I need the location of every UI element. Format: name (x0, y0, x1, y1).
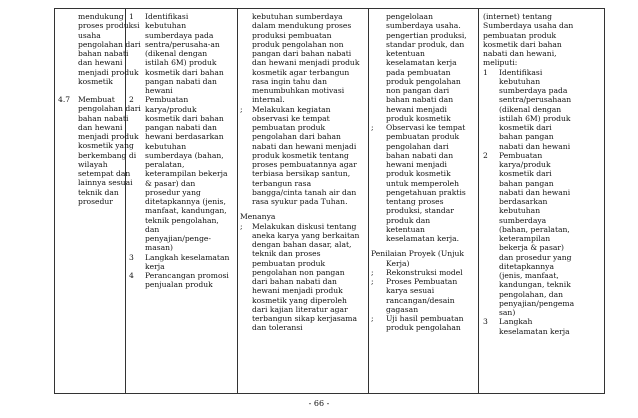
text-line: produk kosmetik tentang (252, 150, 349, 160)
text-line: hewani menjadi produk (252, 286, 343, 296)
text-line: teknik pengolahan, (145, 215, 219, 225)
text-line: prosedur (78, 196, 113, 206)
text-line: hewani (145, 86, 173, 95)
list-number: 3 (483, 317, 488, 327)
material-cell (126, 9, 238, 394)
text-line: teknik dan (78, 187, 119, 197)
section-heading-penilaian: Penilaian Proyek (Unjuk (371, 249, 465, 259)
text-line: Rekonstruksi model (386, 267, 463, 277)
text-line: sentra/perusahaan (499, 95, 572, 105)
text-line: pengolahan dari (78, 39, 141, 49)
text-line: wilayah (78, 159, 108, 169)
text-line: berkembang di (78, 150, 137, 160)
list-item (129, 12, 234, 95)
text-line: pengolahan dari (386, 141, 449, 151)
list-item (371, 314, 475, 333)
text-line: tentang proses (386, 197, 444, 206)
competency-cell (55, 9, 141, 394)
text-line: penjualan produk (145, 280, 213, 290)
text-line: pangan dari bahan nabati (252, 49, 352, 58)
text-line: sentra/perusaha-an (145, 39, 220, 49)
text-line: istilah 6M) produk (499, 113, 571, 123)
list-marker (129, 95, 145, 104)
text-line: Proses Pembuatan (386, 277, 458, 286)
text-line: & pasar) dan (145, 178, 196, 188)
text-line: sumberdaya (bahan, (145, 150, 224, 160)
text-line: pengolahan dari bahan (252, 132, 341, 142)
text-line: hewani berdasarkan (145, 132, 224, 142)
list-item (483, 151, 601, 318)
text-line: prosedur yang (145, 187, 201, 197)
text-line: usaha (78, 30, 101, 40)
bullet-symbol: ; (371, 267, 374, 277)
text-line: untuk memperoleh (386, 178, 460, 188)
text-line: dengan bahan dasar, alat, (252, 240, 352, 249)
text-line: standar produk, dan (386, 39, 465, 49)
text-line: produksi, standar (386, 206, 454, 216)
text-line: kebutuhan (499, 206, 541, 216)
text-line: produk kosmetik (386, 169, 451, 179)
text-line: rasa syukur pada Tuhan. (252, 197, 348, 206)
list-number: 2 (129, 95, 134, 105)
text-line: sumberdaya pada (145, 30, 214, 40)
text-line: internal. (252, 95, 285, 105)
text-line: bangga/cinta tanah air dan (252, 187, 357, 197)
text-line: keterampilan (499, 234, 551, 243)
text-line: ketentuan (386, 224, 425, 234)
text-line: dan hewani (78, 122, 123, 132)
text-line: keselamatan kerja (386, 58, 457, 68)
text-line: Uji hasil pembuatan (386, 314, 464, 323)
text-line: Observasi ke tempat (386, 123, 466, 132)
text-line: kosmetik dari (499, 123, 552, 132)
text-line: pangan nabati dan (145, 123, 217, 132)
text-line: dan toleransi (252, 323, 303, 333)
text-line: keselamatan kerja (499, 326, 570, 336)
list-item (129, 253, 234, 272)
text-line: teknik dan proses (252, 249, 321, 259)
text-line: kerja (145, 261, 165, 271)
text-line: Sumberdaya usaha dan (483, 21, 574, 31)
text-line: Melakukan diskusi tentang (252, 221, 357, 231)
text-line: non pangan dari (386, 86, 450, 95)
text-line: produk pengolahan (386, 323, 461, 333)
text-line: pengetahuan praktis (386, 187, 466, 197)
text-line: kosmetik dari bahan (145, 113, 224, 123)
text-line: Pembuatan (145, 95, 189, 105)
text-line: bekerja & pasar) (499, 243, 564, 253)
text-line: hewani menjadi (386, 104, 447, 114)
text-line: rancangan/desain (386, 295, 455, 305)
text-line: meliputi: (483, 58, 518, 68)
text-line: terbangun rasa (252, 178, 312, 188)
text-line: kebutuhan sumberdaya (252, 12, 343, 21)
text-line: kosmetik (78, 76, 113, 86)
text-line: pengelolaan (386, 12, 433, 21)
text-line: dan hewani menjadi produk (252, 58, 360, 68)
text-line: dan (145, 224, 160, 234)
text-line: masan) (145, 243, 174, 253)
text-line: produk dan (386, 215, 431, 225)
list-item (129, 271, 234, 290)
list-item (129, 95, 234, 252)
list-marker (483, 151, 499, 160)
text-line: kosmetik dari bahan (483, 39, 562, 49)
text-line: sumberdaya (499, 215, 547, 225)
bullet-symbol: ; (371, 314, 374, 323)
text-line: produksi pembuatan (252, 30, 332, 40)
text-line: nabati dan hewani (499, 141, 571, 151)
text-line: dan hewani (78, 58, 123, 68)
text-line: istilah 6M) produk (145, 58, 217, 68)
text-line: sumberdaya pada (499, 86, 568, 95)
text-line: peralatan, (145, 160, 185, 169)
text-line: manfaat, kandungan, (145, 206, 227, 216)
text-line: sumberdaya usaha. (386, 21, 461, 31)
bullet-symbol: ; (371, 123, 374, 132)
list-item (371, 268, 475, 277)
text-line: dalam mendukung proses (252, 21, 352, 31)
text-line: kandungan, teknik (499, 280, 571, 290)
bullet-symbol: ; (240, 221, 243, 231)
text-line: kebutuhan (145, 141, 187, 151)
text-line: Identifikasi (499, 67, 543, 77)
text-line: dan prosedur yang (499, 252, 572, 262)
text-line: lainnya sesuai (78, 178, 133, 188)
text-line: pengolahan dari (78, 104, 141, 114)
page-number: - 66 - (308, 399, 330, 408)
list-marker (129, 12, 145, 21)
text-line: dari kajian literatur agar (252, 304, 348, 314)
list-number: 1 (483, 67, 488, 77)
text-line: pada pembuatan (386, 67, 451, 77)
text-line: san) (499, 308, 516, 317)
text-line: produk kosmetik (386, 113, 451, 123)
text-line: ditetapkannya (499, 261, 555, 271)
text-line: nabati dan hewani menjadi (252, 141, 357, 151)
text-line: pembuatan produk (252, 258, 326, 268)
text-line: penyajian/pengema (499, 298, 575, 308)
text-line: hewani menjadi (386, 160, 447, 169)
list-item (371, 277, 475, 314)
text-line: proses pembuatannya agar (252, 160, 357, 169)
list-item (483, 317, 601, 336)
text-line: bahan nabati (78, 113, 129, 123)
bullet-symbol: ; (371, 277, 374, 286)
text-line: dari bahan nabati dan (252, 277, 337, 286)
syllabus-table (54, 8, 605, 394)
list-number: 1 (129, 12, 134, 21)
text-line: karya sesuai (386, 286, 435, 296)
text-line: pembuatan produk (252, 123, 326, 132)
text-line: kosmetik agar terbangun (252, 67, 350, 77)
text-line: proses produksi (78, 21, 140, 31)
text-line: menjadi produk (78, 67, 139, 77)
text-line: penyajian/penge- (145, 234, 211, 243)
text-line: rasa ingin tahu dan (252, 76, 327, 86)
competency-number: 4.7 (58, 95, 71, 104)
text-line: keselamatan kerja. (386, 234, 460, 243)
text-line: gagasan (386, 304, 419, 314)
text-line: aneka karya yang berkaitan (252, 230, 360, 240)
text-line: Langkah keselamatan (145, 252, 230, 262)
list-item (483, 68, 601, 151)
text-line: (dikenal dengan (499, 104, 562, 114)
text-line: pengertian produksi, (386, 30, 467, 40)
bullet-symbol: ; (240, 104, 243, 114)
text-line: keterampilan bekerja (145, 169, 228, 179)
text-line: mendukung (78, 12, 124, 21)
text-line: pembuatan produk (483, 30, 557, 40)
learning-source-cell (479, 9, 605, 394)
list-number: 2 (483, 150, 488, 160)
list-marker (129, 253, 145, 262)
text-line: nabati dan hewani (499, 187, 571, 197)
text-line: bahan pangan (499, 178, 554, 188)
text-line: Langkah (499, 317, 533, 327)
section-heading-menanya: Menanya (240, 212, 276, 222)
text-line: Perancangan promosi (145, 271, 229, 280)
assessment-cell (369, 9, 479, 394)
text-line: kosmetik yang diperoleh (252, 295, 347, 305)
text-line: (jenis, manfaat, (499, 271, 559, 280)
text-line: karya/produk (499, 160, 551, 169)
text-line: nabati dan hewani, (483, 49, 557, 58)
text-line: kosmetik dari bahan (145, 67, 224, 77)
text-line: produk pengolahan (386, 76, 461, 86)
text-line: setempat dan (78, 169, 131, 178)
list-number: 4 (129, 271, 134, 280)
text-line: (internet) tentang (483, 12, 553, 21)
text-line: ketentuan (386, 49, 425, 58)
text-line: kebutuhan (145, 21, 187, 31)
text-line: produk pengolahan non (252, 39, 344, 49)
list-marker (129, 271, 145, 280)
text-line: Identifikasi (145, 12, 189, 21)
text-line: observasi ke tempat (252, 113, 330, 123)
text-line: berdasarkan (499, 197, 548, 206)
text-line: kosmetik dari (499, 169, 552, 179)
list-marker (483, 317, 499, 326)
text-line: bahan nabati (78, 49, 129, 58)
text-line: karya/produk (145, 104, 197, 114)
text-line: menjadi produk (78, 132, 139, 141)
text-line: terbiasa bersikap santun, (252, 169, 351, 179)
text-line: kosmetik yang (78, 141, 134, 151)
text-line: ditetapkannya (jenis, (145, 197, 226, 206)
list-marker (483, 68, 499, 77)
text-line: bahan pangan (499, 132, 554, 142)
text-line: terbangun sikap kerjasama (252, 314, 357, 323)
text-line: bahan nabati dan (386, 150, 454, 160)
text-line: bahan nabati dan (386, 95, 454, 105)
learning-activity-cell (238, 9, 369, 394)
text-line: pengolahan, dan (499, 289, 564, 299)
section-heading-penilaian-cont: Kerja) (386, 258, 410, 268)
text-line: menumbuhkan motivasi (252, 86, 345, 95)
text-line: Membuat (78, 95, 115, 104)
text-line: pembuatan produk (386, 132, 460, 142)
text-line: Pembuatan (499, 150, 543, 160)
text-line: (dikenal dengan (145, 49, 208, 58)
list-number: 3 (129, 252, 134, 262)
text-line: (bahan, peralatan, (499, 224, 570, 234)
text-line: kebutuhan (499, 76, 541, 86)
text-line: pangan nabati dan (145, 76, 217, 86)
text-line: Melakukan kegiatan (252, 104, 331, 114)
table-row (55, 9, 605, 394)
text-line: pengolahan non pangan (252, 267, 345, 277)
